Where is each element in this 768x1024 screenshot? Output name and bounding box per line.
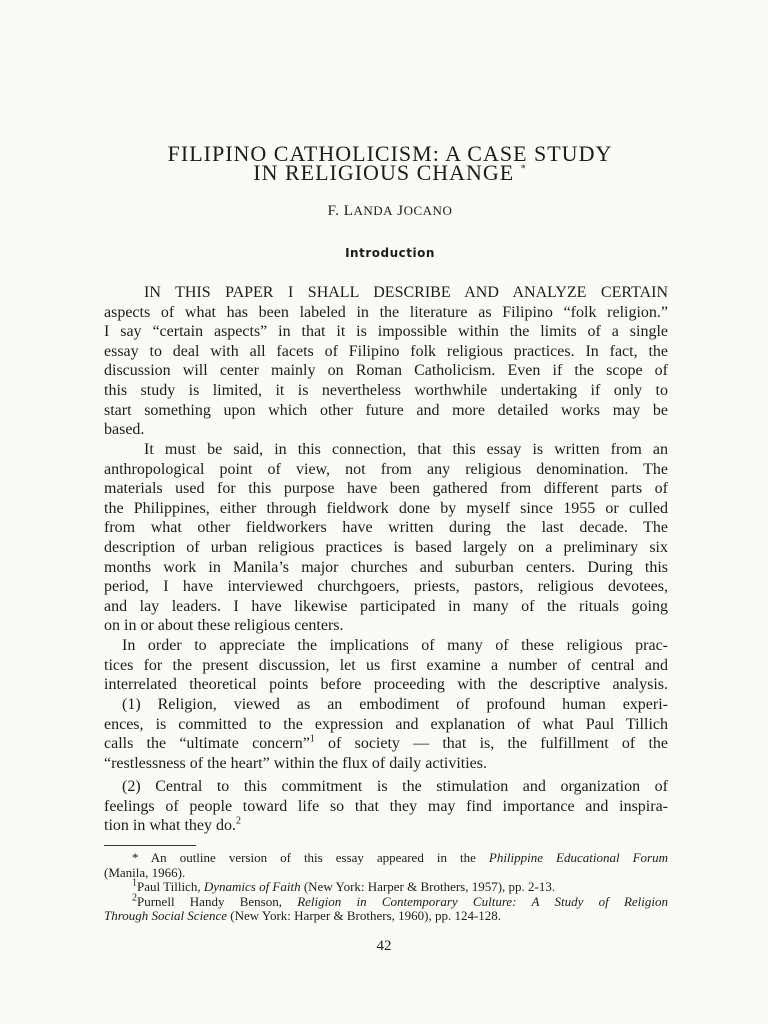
text-line: calls the “ultimate concern”$^1$ of society — that is, the fulfillment of the — [104, 733, 669, 753]
footnote-2: $^2$Purnell Handy Benson, Religion in Contemporary Culture: A Study of Religion — [132, 892, 668, 909]
footnotes — [104, 851, 668, 924]
text-line: tion in what they do.$^2$ — [104, 815, 241, 835]
text-line: (2) Central to this commitment is the stimulation and organization of — [122, 778, 668, 795]
text-line: essay to deal with all facets of Filipino folk religious practices. In fact, the — [104, 342, 668, 360]
text-line: start something upon which other future and more detailed works may be — [104, 401, 668, 419]
text-line: materials used for this purpose have been gathered from different parts of — [104, 480, 668, 498]
article-title-line-1: FILIPINO CATHOLICISM: A CASE STUDY — [167, 141, 613, 166]
text-line: on in or about these religious centers. — [104, 617, 344, 635]
text-line: In order to appreciate the implications of many of these religious prac- — [122, 637, 668, 654]
text-line: from what other fieldworkers have written during the last decade. The — [104, 519, 668, 537]
paragraph-3 — [104, 636, 668, 695]
footnote-star-cont: (Manila, 1966). — [104, 864, 186, 880]
text-line: discussion will center mainly on Roman Catholicism. Even if the scope of — [104, 362, 668, 380]
text-line: tices for the present discussion, let us first examine a number of central and — [104, 656, 668, 674]
title-footnote-mark: * — [520, 163, 527, 175]
text-line: “restlessness of the heart” within the flux of daily activities. — [104, 754, 487, 772]
text-line: (1) Religion, viewed as an embodiment of profound human experi- — [122, 696, 668, 713]
paragraph-2 — [104, 440, 668, 636]
article-title-line-2: IN RELIGIOUS CHANGE * — [253, 160, 527, 185]
author-name: F. LANDA JOCANO — [327, 203, 453, 219]
paragraph-1 — [104, 283, 668, 440]
section-heading: Introduction — [345, 246, 435, 260]
text-line: ences, is committed to the expression and explanation of what Paul Tillich — [104, 715, 668, 733]
text-line: the Philippines, either through fieldwork done by myself since 1955 or culled — [104, 499, 668, 517]
text-line: this study is limited, it is nevertheless worthwhile undertaking if only to — [104, 381, 668, 399]
paragraph-5 — [104, 777, 668, 836]
text-line: and lay leaders. I have likewise participated in many of the rituals going — [104, 597, 668, 615]
text-line: anthropological point of view, not from any religious denomination. The — [104, 460, 668, 478]
footnote-1: $^1$Paul Tillich, Dynamics of Faith (New York: Harper & Brothers, 1957), pp. 2-13. — [132, 877, 556, 894]
text-line: interrelated theoretical points before proceeding with the descriptive analysis. — [104, 676, 668, 694]
text-line: description of urban religious practices is based largely on a preliminary six — [104, 538, 668, 556]
footnote-star: * An outline version of this essay appeared in the Philippine Educational Forum — [132, 850, 668, 865]
footnote-2-cont: Through Social Science (New York: Harper & Brothers, 1960), pp. 124-128. — [104, 908, 502, 923]
text-line: It must be said, in this connection, that this essay is written from an — [144, 441, 668, 458]
text-line: I say “certain aspects” in that it is impossible within the limits of a single — [104, 323, 668, 341]
text-line: months work in Manila’s major churches and suburban centers. During this — [104, 558, 668, 576]
text-line: based. — [104, 421, 145, 439]
footnote-ref-2: 2 — [235, 815, 241, 827]
footnote-ref-1: 1 — [309, 733, 315, 745]
footnote-divider — [104, 845, 196, 846]
paragraph-4 — [104, 695, 668, 773]
text-line: aspects of what has been labeled in the literature as Filipino “folk religion.” — [104, 303, 668, 321]
text-line: IN THIS PAPER I SHALL DESCRIBE AND ANALYZE CERTAIN — [144, 284, 668, 301]
text-line: period, I have interviewed churchgoers, priests, pastors, religious devotees, — [104, 578, 668, 596]
text-line: feelings of people toward life so that they may find importance and inspira- — [104, 797, 668, 815]
page-number: 42 — [376, 938, 392, 954]
